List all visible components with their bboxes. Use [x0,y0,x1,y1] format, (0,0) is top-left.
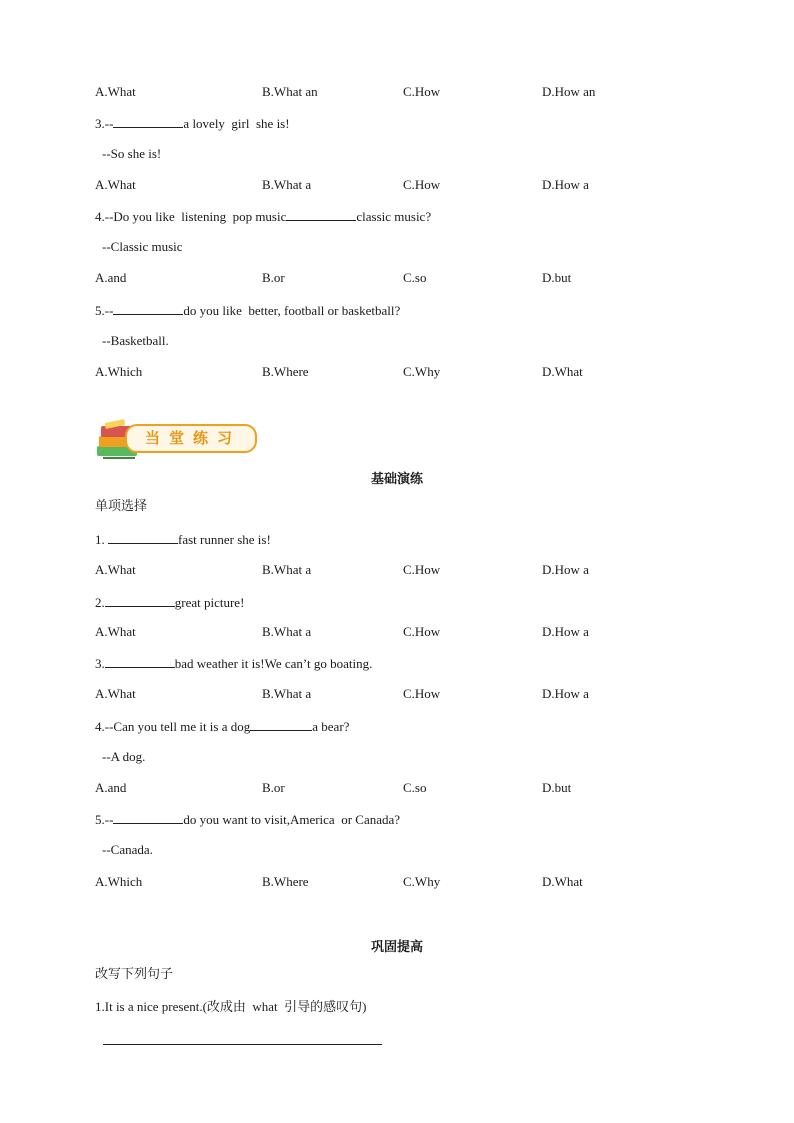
answer-blank[interactable] [286,208,356,221]
section-title: 基础演练 [370,472,423,487]
question-3: 3. bad weather it is!We can’t go boating. [95,656,373,671]
answer-blank[interactable] [105,594,175,607]
options-row [95,686,715,702]
option-c: C.so [403,270,427,285]
option-c: C.Why [403,364,441,379]
option-a: A.What [95,624,136,639]
option-c: C.How [403,84,441,99]
option-c: C.How [403,562,441,577]
option-c: C.so [403,780,427,795]
option-b: B.What a [262,624,312,639]
option-d: D.How a [542,562,589,577]
options-row [95,562,715,578]
answer-line[interactable] [103,1044,382,1045]
answer-blank[interactable] [250,718,312,731]
option-c: C.How [403,624,441,639]
option-d: D.but [542,270,572,285]
question-5: 5.-- do you want to visit,America or Canada? [95,812,401,827]
option-a: A.What [95,84,136,99]
section-subtitle: 单项选择 [95,499,148,514]
options-row [95,780,715,796]
reply: --Basketball. [102,333,169,348]
options-row [95,364,715,380]
options-row [95,84,715,100]
section-subtitle: 改写下列句子 [95,967,174,982]
option-a: A.What [95,177,136,192]
answer-blank[interactable] [108,531,178,544]
reply: --A dog. [102,749,146,764]
banner-label: 当堂练习 [145,429,242,447]
option-d: D.How a [542,686,589,701]
reply: --So she is! [102,146,162,161]
options-row [95,874,715,890]
option-a: A.Which [95,874,143,889]
option-b: B.Where [262,874,309,889]
option-b: B.What a [262,562,312,577]
option-b: B.What an [262,84,318,99]
question-4: 4.--Do you like listening pop music classic music? [95,209,432,224]
question-5: 5.-- do you like better, football or basketball? [95,303,401,318]
option-c: C.Why [403,874,441,889]
question-3: 3.-- a lovely girl she is! [95,116,290,131]
rewrite-question-1: 1.It is a nice present.(改成由 what 引导的感叹句) [95,999,367,1014]
option-a: A.What [95,562,136,577]
option-d: D.What [542,874,583,889]
option-b: B.or [262,780,285,795]
section-banner [95,418,260,462]
answer-blank[interactable] [113,115,183,128]
options-row [95,177,715,193]
section-title: 巩固提高 [370,940,423,955]
question-4: 4.--Can you tell me it is a dog a bear? [95,719,350,734]
option-a: A.What [95,686,136,701]
option-d: D.but [542,780,572,795]
option-b: B.or [262,270,285,285]
option-b: B.What a [262,686,312,701]
question-1: 1. fast runner she is! [95,532,271,547]
answer-blank[interactable] [113,302,183,315]
options-row [95,624,715,640]
answer-blank[interactable] [105,655,175,668]
option-c: C.How [403,177,441,192]
reply: --Canada. [102,842,153,857]
option-a: A.Which [95,364,143,379]
option-a: A.and [95,780,127,795]
option-d: D.What [542,364,583,379]
answer-blank[interactable] [113,811,183,824]
question-2: 2. great picture! [95,595,245,610]
option-a: A.and [95,270,127,285]
options-row [95,270,715,286]
option-c: C.How [403,686,441,701]
option-b: B.Where [262,364,309,379]
option-d: D.How a [542,624,589,639]
option-d: D.How a [542,177,589,192]
reply: --Classic music [102,239,183,254]
option-d: D.How an [542,84,596,99]
option-b: B.What a [262,177,312,192]
